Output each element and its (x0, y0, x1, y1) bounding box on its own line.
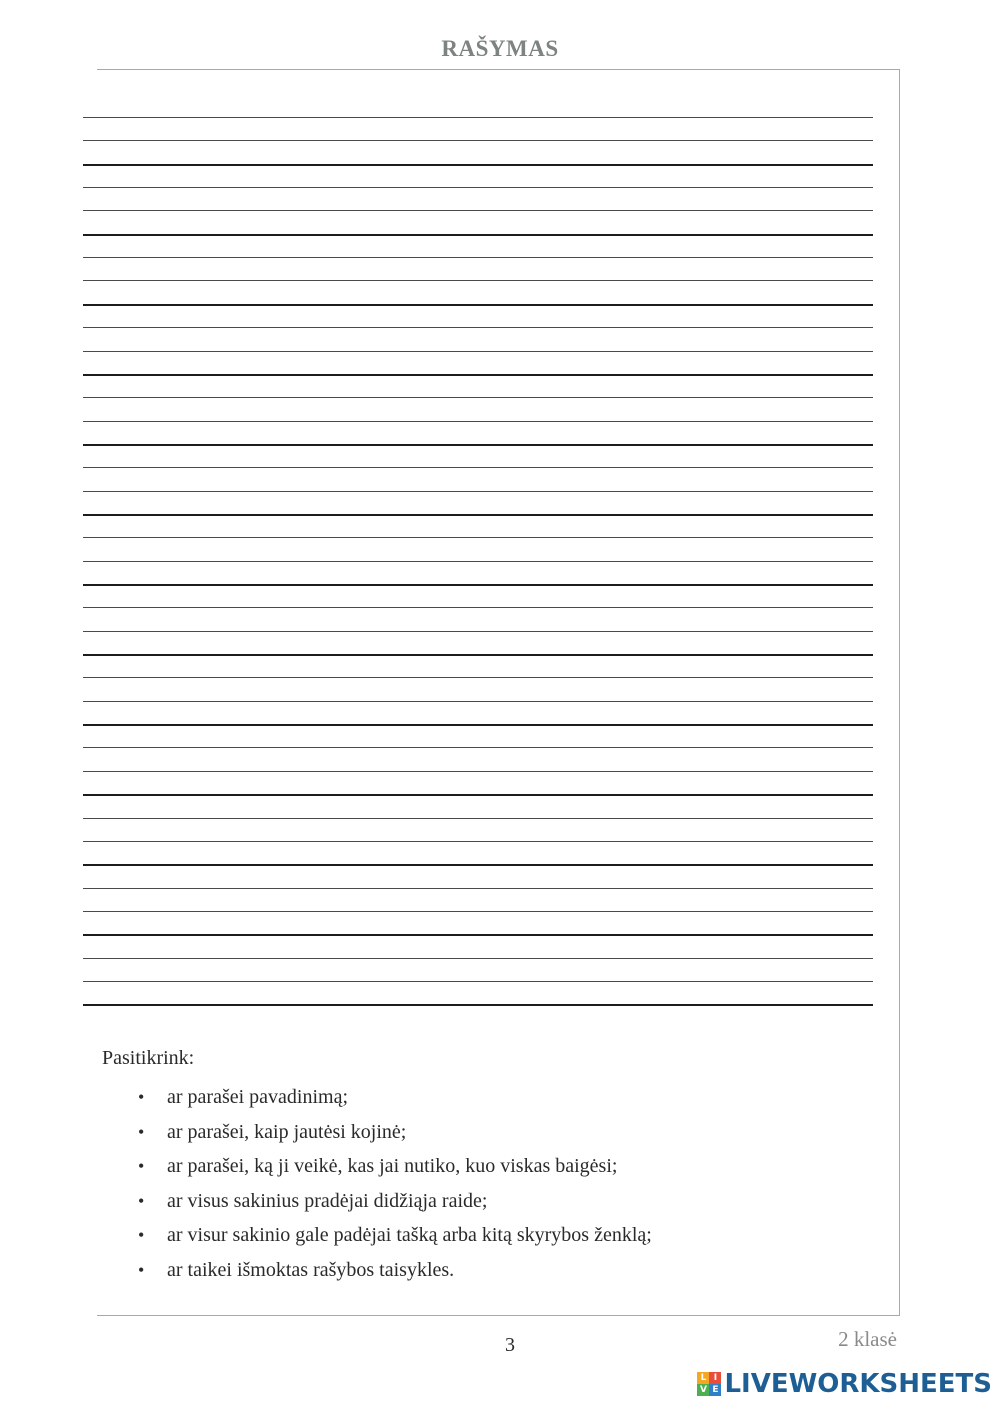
writing-baseline (83, 374, 873, 376)
grade-label: 2 klasė (838, 1327, 897, 1351)
writing-guideline (83, 467, 873, 468)
writing-guideline (83, 257, 873, 258)
checklist (138, 1080, 652, 1287)
writing-guideline (83, 351, 873, 352)
writing-baseline (83, 584, 873, 586)
liveworksheets-brand[interactable] (697, 1370, 992, 1398)
writing-guideline (83, 958, 873, 959)
writing-guideline (83, 771, 873, 772)
writing-baseline (83, 514, 873, 516)
writing-baseline (83, 794, 873, 796)
logo-letter: L (697, 1372, 709, 1384)
writing-baseline (83, 654, 873, 656)
checklist-item (138, 1218, 652, 1253)
checklist-item (138, 1149, 652, 1184)
writing-baseline (83, 724, 873, 726)
checklist-item (138, 1080, 652, 1115)
writing-guideline (83, 818, 873, 819)
writing-guideline (83, 561, 873, 562)
writing-guideline (83, 607, 873, 608)
checklist-item-text: ar parašei, kaip jautėsi kojinė; (167, 1120, 407, 1143)
writing-baseline (83, 444, 873, 446)
writing-baseline (83, 164, 873, 166)
page-number: 3 (505, 1334, 515, 1356)
bullet-icon: • (138, 1225, 145, 1245)
bullet-icon: • (138, 1156, 145, 1176)
writing-guideline (83, 187, 873, 188)
writing-guideline (83, 677, 873, 678)
liveworksheets-logo-icon (697, 1372, 721, 1396)
writing-guideline (83, 701, 873, 702)
writing-guideline (83, 631, 873, 632)
writing-guideline (83, 117, 873, 118)
writing-guideline (83, 421, 873, 422)
bullet-icon: • (138, 1121, 145, 1142)
logo-letter: I (709, 1372, 721, 1384)
writing-guideline (83, 911, 873, 912)
page-title: RAŠYMAS (441, 36, 559, 61)
checklist-item (138, 1253, 652, 1288)
writing-baseline (83, 234, 873, 236)
writing-guideline (83, 491, 873, 492)
writing-guideline (83, 280, 873, 281)
bullet-icon: • (138, 1087, 145, 1107)
writing-baseline (83, 934, 873, 936)
checklist-item-text: ar taikei išmoktas rašybos taisykles. (167, 1258, 455, 1281)
checklist-item (138, 1184, 652, 1219)
writing-guideline (83, 747, 873, 748)
logo-letter: E (709, 1384, 721, 1396)
bullet-icon: • (138, 1259, 145, 1280)
checklist-item-text: ar visus sakinius pradėjai didžiąja raide; (167, 1189, 488, 1212)
writing-guideline (83, 327, 873, 328)
logo-letter: V (697, 1384, 709, 1396)
checklist-item (138, 1115, 652, 1150)
checklist-item-text: ar parašei, ką ji veikė, kas jai nutiko, kuo viskas baigėsi; (167, 1155, 618, 1177)
writing-guideline (83, 537, 873, 538)
brand-name: LIVEWORKSHEETS (724, 1369, 992, 1399)
writing-guideline (83, 397, 873, 398)
writing-guideline (83, 140, 873, 141)
writing-guideline (83, 210, 873, 211)
checklist-item-text: ar parašei pavadinimą; (167, 1086, 349, 1108)
writing-baseline (83, 1004, 873, 1006)
writing-guideline (83, 981, 873, 982)
writing-baseline (83, 864, 873, 866)
checklist-title: Pasitikrink: (102, 1047, 195, 1069)
checklist-item-text: ar visur sakinio gale padėjai tašką arba kitą skyrybos ženklą; (167, 1224, 652, 1246)
bullet-icon: • (138, 1190, 145, 1211)
writing-area (83, 0, 873, 1040)
writing-guideline (83, 841, 873, 842)
writing-baseline (83, 304, 873, 306)
writing-guideline (83, 888, 873, 889)
